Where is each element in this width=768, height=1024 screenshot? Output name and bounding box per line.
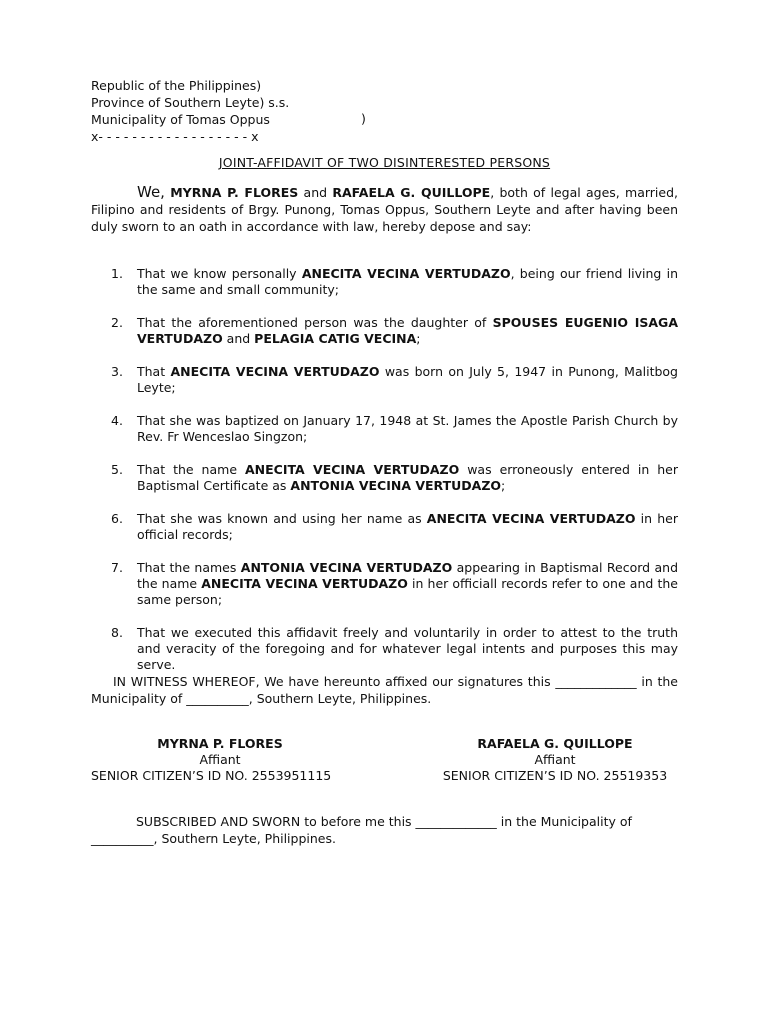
item-number: 6.	[111, 511, 123, 526]
item-number: 8.	[111, 625, 123, 640]
statement-list	[91, 266, 678, 690]
caption-municipality: Municipality of Tomas Oppus	[91, 112, 270, 127]
signatory-id: SENIOR CITIZEN’S ID NO. 25519353	[442, 768, 668, 783]
signature-block-2	[432, 736, 678, 784]
item-text: was erroneously entered in her Baptismal Certificate as	[137, 462, 678, 493]
signatory-id: SENIOR CITIZEN’S ID NO. 2553951115	[91, 768, 332, 783]
signatory-name: RAFAELA G. QUILLOPE	[477, 736, 633, 751]
item-number: 4.	[111, 413, 123, 428]
statement-item	[91, 315, 678, 347]
item-bold: ANECITA VECINA VERTUDAZO	[244, 462, 460, 477]
statement-item	[91, 266, 678, 298]
item-text: and	[222, 331, 255, 346]
item-bold: ANECITA VECINA VERTUDAZO	[426, 511, 636, 526]
statement-item	[91, 625, 678, 673]
item-text: That she was known and using her name as	[137, 511, 427, 526]
item-number: 2.	[111, 315, 123, 330]
statement-item	[91, 560, 678, 608]
item-text: , being our friend living in the same and small community;	[137, 266, 678, 297]
intro-we: We,	[137, 183, 165, 201]
item-bold: SPOUSES EUGENIO ISAGA VERTUDAZO	[137, 315, 678, 346]
item-text: That	[137, 364, 171, 379]
item-number: 7.	[111, 560, 123, 575]
item-number: 5.	[111, 462, 123, 477]
intro-and: and	[298, 185, 333, 200]
caption-republic: Republic of the Philippines)	[91, 78, 262, 93]
item-bold: ANTONIA VECINA VERTUDAZO	[240, 560, 453, 575]
item-text: That we know personally	[137, 266, 302, 281]
item-text: That we executed this affidavit freely and voluntarily in order to attest to the truth and veracity of the foregoing and for whatever legal intents and purposes this may serve.	[137, 625, 678, 672]
item-bold: ANECITA VECINA VERTUDAZO	[201, 576, 408, 591]
affiant-name-1: MYRNA P. FLORES	[170, 185, 299, 200]
item-number: 3.	[111, 364, 123, 379]
item-text: ;	[416, 331, 421, 346]
document-title: JOINT-AFFIDAVIT OF TWO DISINTERESTED PERSONS	[218, 155, 551, 170]
caption-divider: x- - - - - - - - - - - - - - - - - - x	[91, 129, 259, 144]
item-bold: PELAGIA CATIG VECINA	[254, 331, 417, 346]
signatory-role: Affiant	[534, 752, 576, 767]
item-text: That the aforementioned person was the daughter of	[137, 315, 493, 330]
caption-paren: )	[361, 111, 366, 126]
item-text: That she was baptized on January 17, 1948 at St. James the Apostle Parish Church by Rev. Fr Wenceslao Singzon;	[137, 413, 678, 444]
item-text: was born on July 5, 1947 in Punong, Malitbog Leyte;	[137, 364, 678, 395]
signature-block-1	[91, 736, 361, 784]
item-bold: ANECITA VECINA VERTUDAZO	[170, 364, 380, 379]
affiant-name-2: RAFAELA G. QUILLOPE	[332, 185, 491, 200]
signatory-name: MYRNA P. FLORES	[157, 736, 283, 751]
item-text: in her official records;	[137, 511, 678, 542]
witness-clause: IN WITNESS WHEREOF, We have hereunto affixed our signatures this _____________ in the Municipality of __________, Southern Leyte, Philippines.	[91, 674, 678, 706]
item-text: That the names	[137, 560, 241, 575]
statement-item	[91, 511, 678, 543]
caption-province: Province of Southern Leyte) s.s.	[91, 95, 290, 110]
intro-text: , both of legal ages, married, Filipino and residents of Brgy. Punong, Tomas Oppus, Southern Leyte and after having been duly sworn to an oath in accordance with law, hereby depose and say:	[91, 185, 679, 234]
statement-item	[91, 413, 678, 445]
statement-item	[91, 364, 678, 396]
jurat-clause: SUBSCRIBED AND SWORN to before me this _____________ in the Municipality of __________, Southern Leyte, Philippines.	[91, 814, 632, 846]
item-bold: ANTONIA VECINA VERTUDAZO	[290, 478, 502, 493]
item-text: That the name	[137, 462, 245, 477]
signatory-role: Affiant	[199, 752, 241, 767]
item-bold: ANECITA VECINA VERTUDAZO	[301, 266, 511, 281]
item-text: ;	[501, 478, 506, 493]
item-text: in her officiall records refer to one and the same person;	[137, 576, 678, 607]
venue-caption	[91, 77, 391, 145]
intro-paragraph	[91, 184, 678, 235]
statement-item	[91, 462, 678, 494]
item-text: appearing in Baptismal Record and the name	[137, 560, 679, 591]
item-number: 1.	[111, 266, 123, 281]
